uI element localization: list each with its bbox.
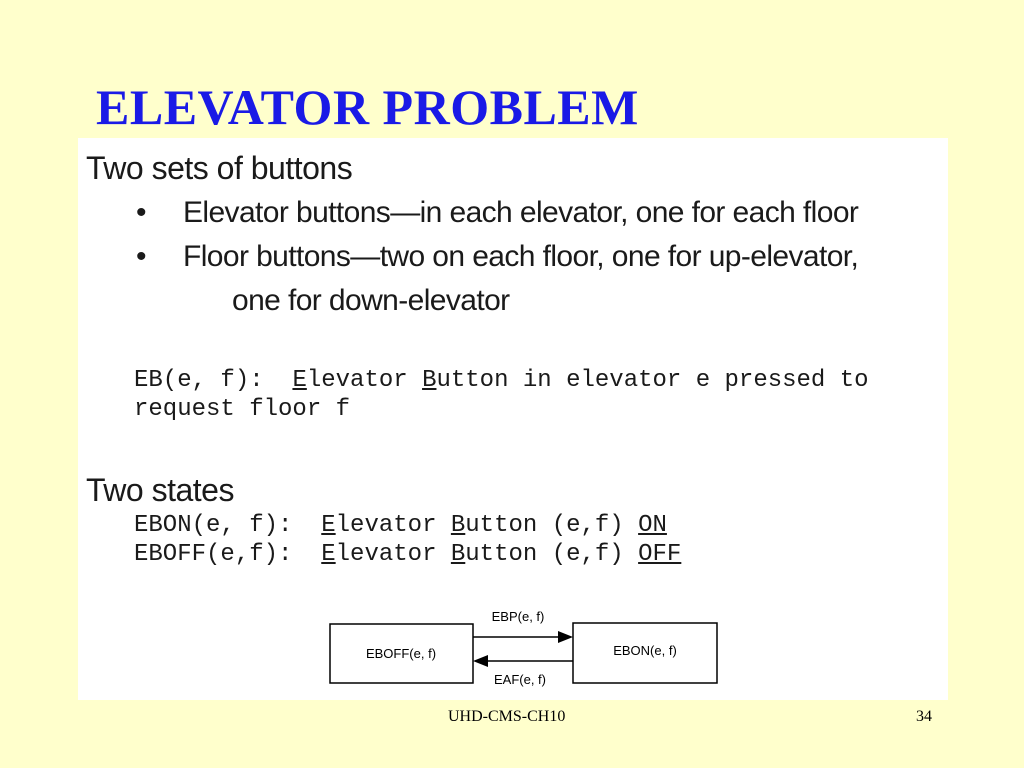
underlined-letter: E	[321, 541, 336, 568]
state-text: utton (e,f)	[465, 541, 639, 568]
arrowhead-icon	[558, 631, 573, 643]
definition-text: levator	[306, 367, 423, 394]
state-diagram	[78, 138, 948, 700]
state-text: levator	[335, 512, 451, 539]
bullet-icon: •	[136, 196, 147, 229]
state-term: EBOFF(e,f):	[134, 541, 293, 568]
underlined-letter: B	[450, 541, 466, 568]
section-heading-states: Two states	[86, 472, 234, 508]
state-label-off: EBOFF(e, f)	[365, 646, 437, 661]
bullet-elevator-buttons: Elevator buttons—in each elevator, one for each floor	[183, 196, 859, 229]
underlined-letter: E	[292, 367, 307, 394]
underlined-letter: B	[422, 367, 437, 394]
state-text: utton (e,f)	[465, 512, 639, 539]
definition-text: utton in elevator e pressed to	[436, 367, 869, 394]
transition-label-press: EBP(e, f)	[491, 609, 545, 624]
state-term: EBON(e, f):	[134, 512, 293, 539]
arrowhead-icon	[473, 655, 488, 667]
state-label-on: EBON(e, f)	[613, 643, 677, 658]
definition-term: EB(e, f):	[134, 367, 264, 394]
bullet-floor-buttons: Floor buttons—two on each floor, one for up-elevator,	[183, 240, 859, 273]
definition-eb-line2: request floor f	[134, 396, 351, 423]
state-value: OFF	[638, 541, 682, 568]
transition-label-arrive: EAF(e, f)	[493, 672, 547, 687]
section-heading-buttons: Two sets of buttons	[86, 150, 353, 186]
footer-course-code: UHD-CMS-CH10	[448, 708, 566, 725]
state-text: levator	[335, 541, 451, 568]
slide-title: ELEVATOR PROBLEM	[96, 79, 639, 135]
state-value: ON	[638, 512, 667, 539]
page-number: 34	[916, 708, 932, 725]
bullet-icon: •	[136, 240, 147, 273]
underlined-letter: B	[450, 512, 466, 539]
content-panel	[78, 138, 948, 700]
bullet-floor-buttons-continued: one for down-elevator	[232, 284, 510, 317]
underlined-letter: E	[321, 512, 336, 539]
